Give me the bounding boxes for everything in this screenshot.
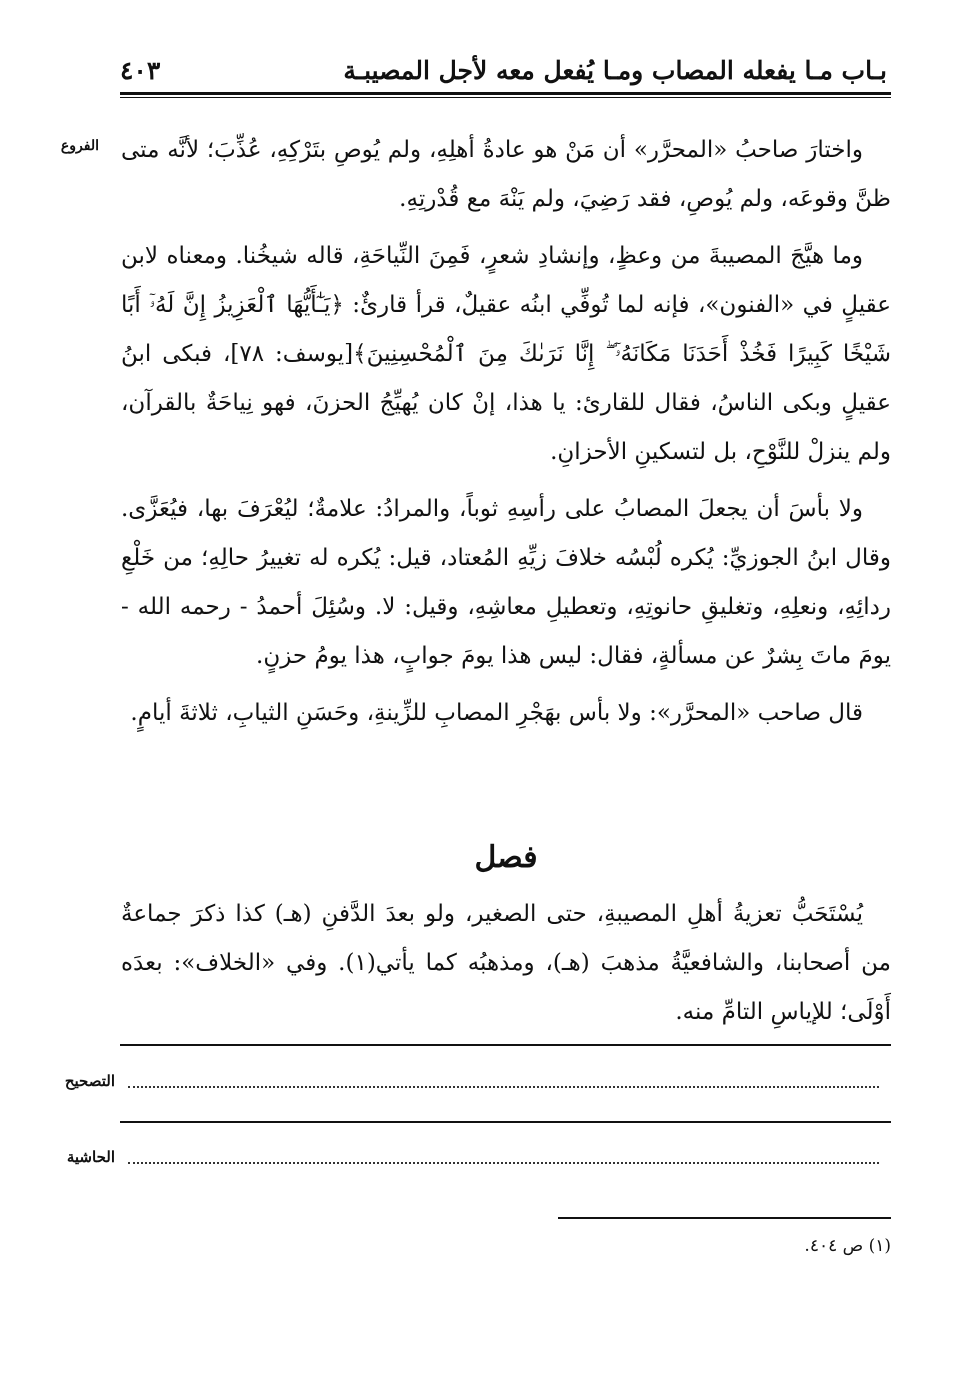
footnote-rule bbox=[558, 1217, 891, 1219]
page-number: ٤٠٣ bbox=[120, 56, 161, 85]
header-rule-thin bbox=[120, 97, 891, 98]
paragraph: ولا بأسَ أن يجعلَ المصابُ على رأسِهِ ثوباً، والمرادُ: علامةٌ؛ ليُعْرَفَ بها، فيُعَزَّى. وقال ابنُ الجوزيِّ: يُكره لُبْسُه خلافَ زيِّهِ المُعتاد، قيل: يُكره له تغييرُ حالِهِ؛ من خَلْعِ ردائِهِ، ونعلِهِ، وتغليقِ حانوتِهِ، وتعطيلِ معاشِهِ، وقيل: لا. وسُئِلَ أحمدُ - رحمه الله - يومَ ماتَ بِشرٌ عن مسألةٍ، فقال: ليس هذا يومَ جوابٍ، هذا يومُ حزنٍ. bbox=[121, 496, 891, 669]
section-text bbox=[121, 890, 891, 1037]
paragraph: يُسْتَحَبُّ تعزيةُ أهلِ المصيبةِ، حتى الصغير، ولو بعدَ الدَّفنِ (هـ) كذا ذكرَ جماعةٌ من أصحابنا، والشافعيَّةُ مذهبَ (هـ)، ومذهبُه كما يأتي(١). وفي «الخلاف»: بعدَه أَوْلَى؛ للإياسِ التامِّ منه. bbox=[121, 901, 892, 1025]
header-rule-thick bbox=[120, 92, 891, 95]
form-separator bbox=[120, 1121, 891, 1123]
paragraph: واختارَ صاحبُ «المحرَّر» أن مَنْ هو عادةُ أهلِهِ، ولم يُوصِ بتَرْكِهِ، عُذِّبَ؛ لأنَّه متى ظنَّ وقوعَه، ولم يُوصِ، فقد رَضِيَ، ولم يَنْهَ مع قُدْرتِهِ. bbox=[121, 137, 891, 212]
running-header-title: بـاب مـا يفعله المصاب ومـا يُفعل معه لأجل المصيبـة bbox=[343, 56, 887, 85]
paragraph: قال صاحب «المحرَّر»: ولا بأس بهَجْرِ المصابِ للزِّينةِ، وحَسَنِ الثيابِ، ثلاثةَ أيامٍ. bbox=[130, 700, 863, 726]
correction-line bbox=[128, 1086, 879, 1088]
section-separator bbox=[120, 1044, 891, 1046]
margin-source-label: الفروع bbox=[60, 138, 99, 154]
section-heading: فصل bbox=[474, 840, 538, 875]
main-text bbox=[121, 126, 891, 746]
paragraph: وما هيَّجَ المصيبةَ من وعظٍ، وإنشادِ شعرٍ، فَمِنَ النِّياحَةِ، قاله شيخُنا. ومعناه لابن عقيلٍ في «الفنون»، فإنه لما تُوفِّي ابنُه عقيلٌ، قرأ قارئٌ: ﴿يَـٰٓأَيُّهَا ٱلْعَزِيزُ إِنَّ لَهُۥٓ أَبًا شَيْخًا كَبِيرًا فَخُذْ أَحَدَنَا مَكَانَهُۥٓ ۖ إِنَّا نَرَىٰكَ مِنَ ٱلْمُحْسِنِينَ﴾[يوسف: ٧٨]، فبكى ابنُ عقيلٍ وبكى الناسُ، فقال للقارئ: يا هذا، إنْ كان يُهيِّجُ الحزنَ، فهو نِياحَةٌ بالقرآن، ولم ينزلْ للنَّوْحِ، بل لتسكينِ الأحزانِ. bbox=[121, 243, 891, 465]
correction-label: التصحيح bbox=[64, 1072, 115, 1090]
annotation-label: الحاشية bbox=[66, 1148, 115, 1166]
annotation-line bbox=[128, 1162, 879, 1164]
footnote: (١) ص ٤٠٤. bbox=[804, 1236, 891, 1256]
